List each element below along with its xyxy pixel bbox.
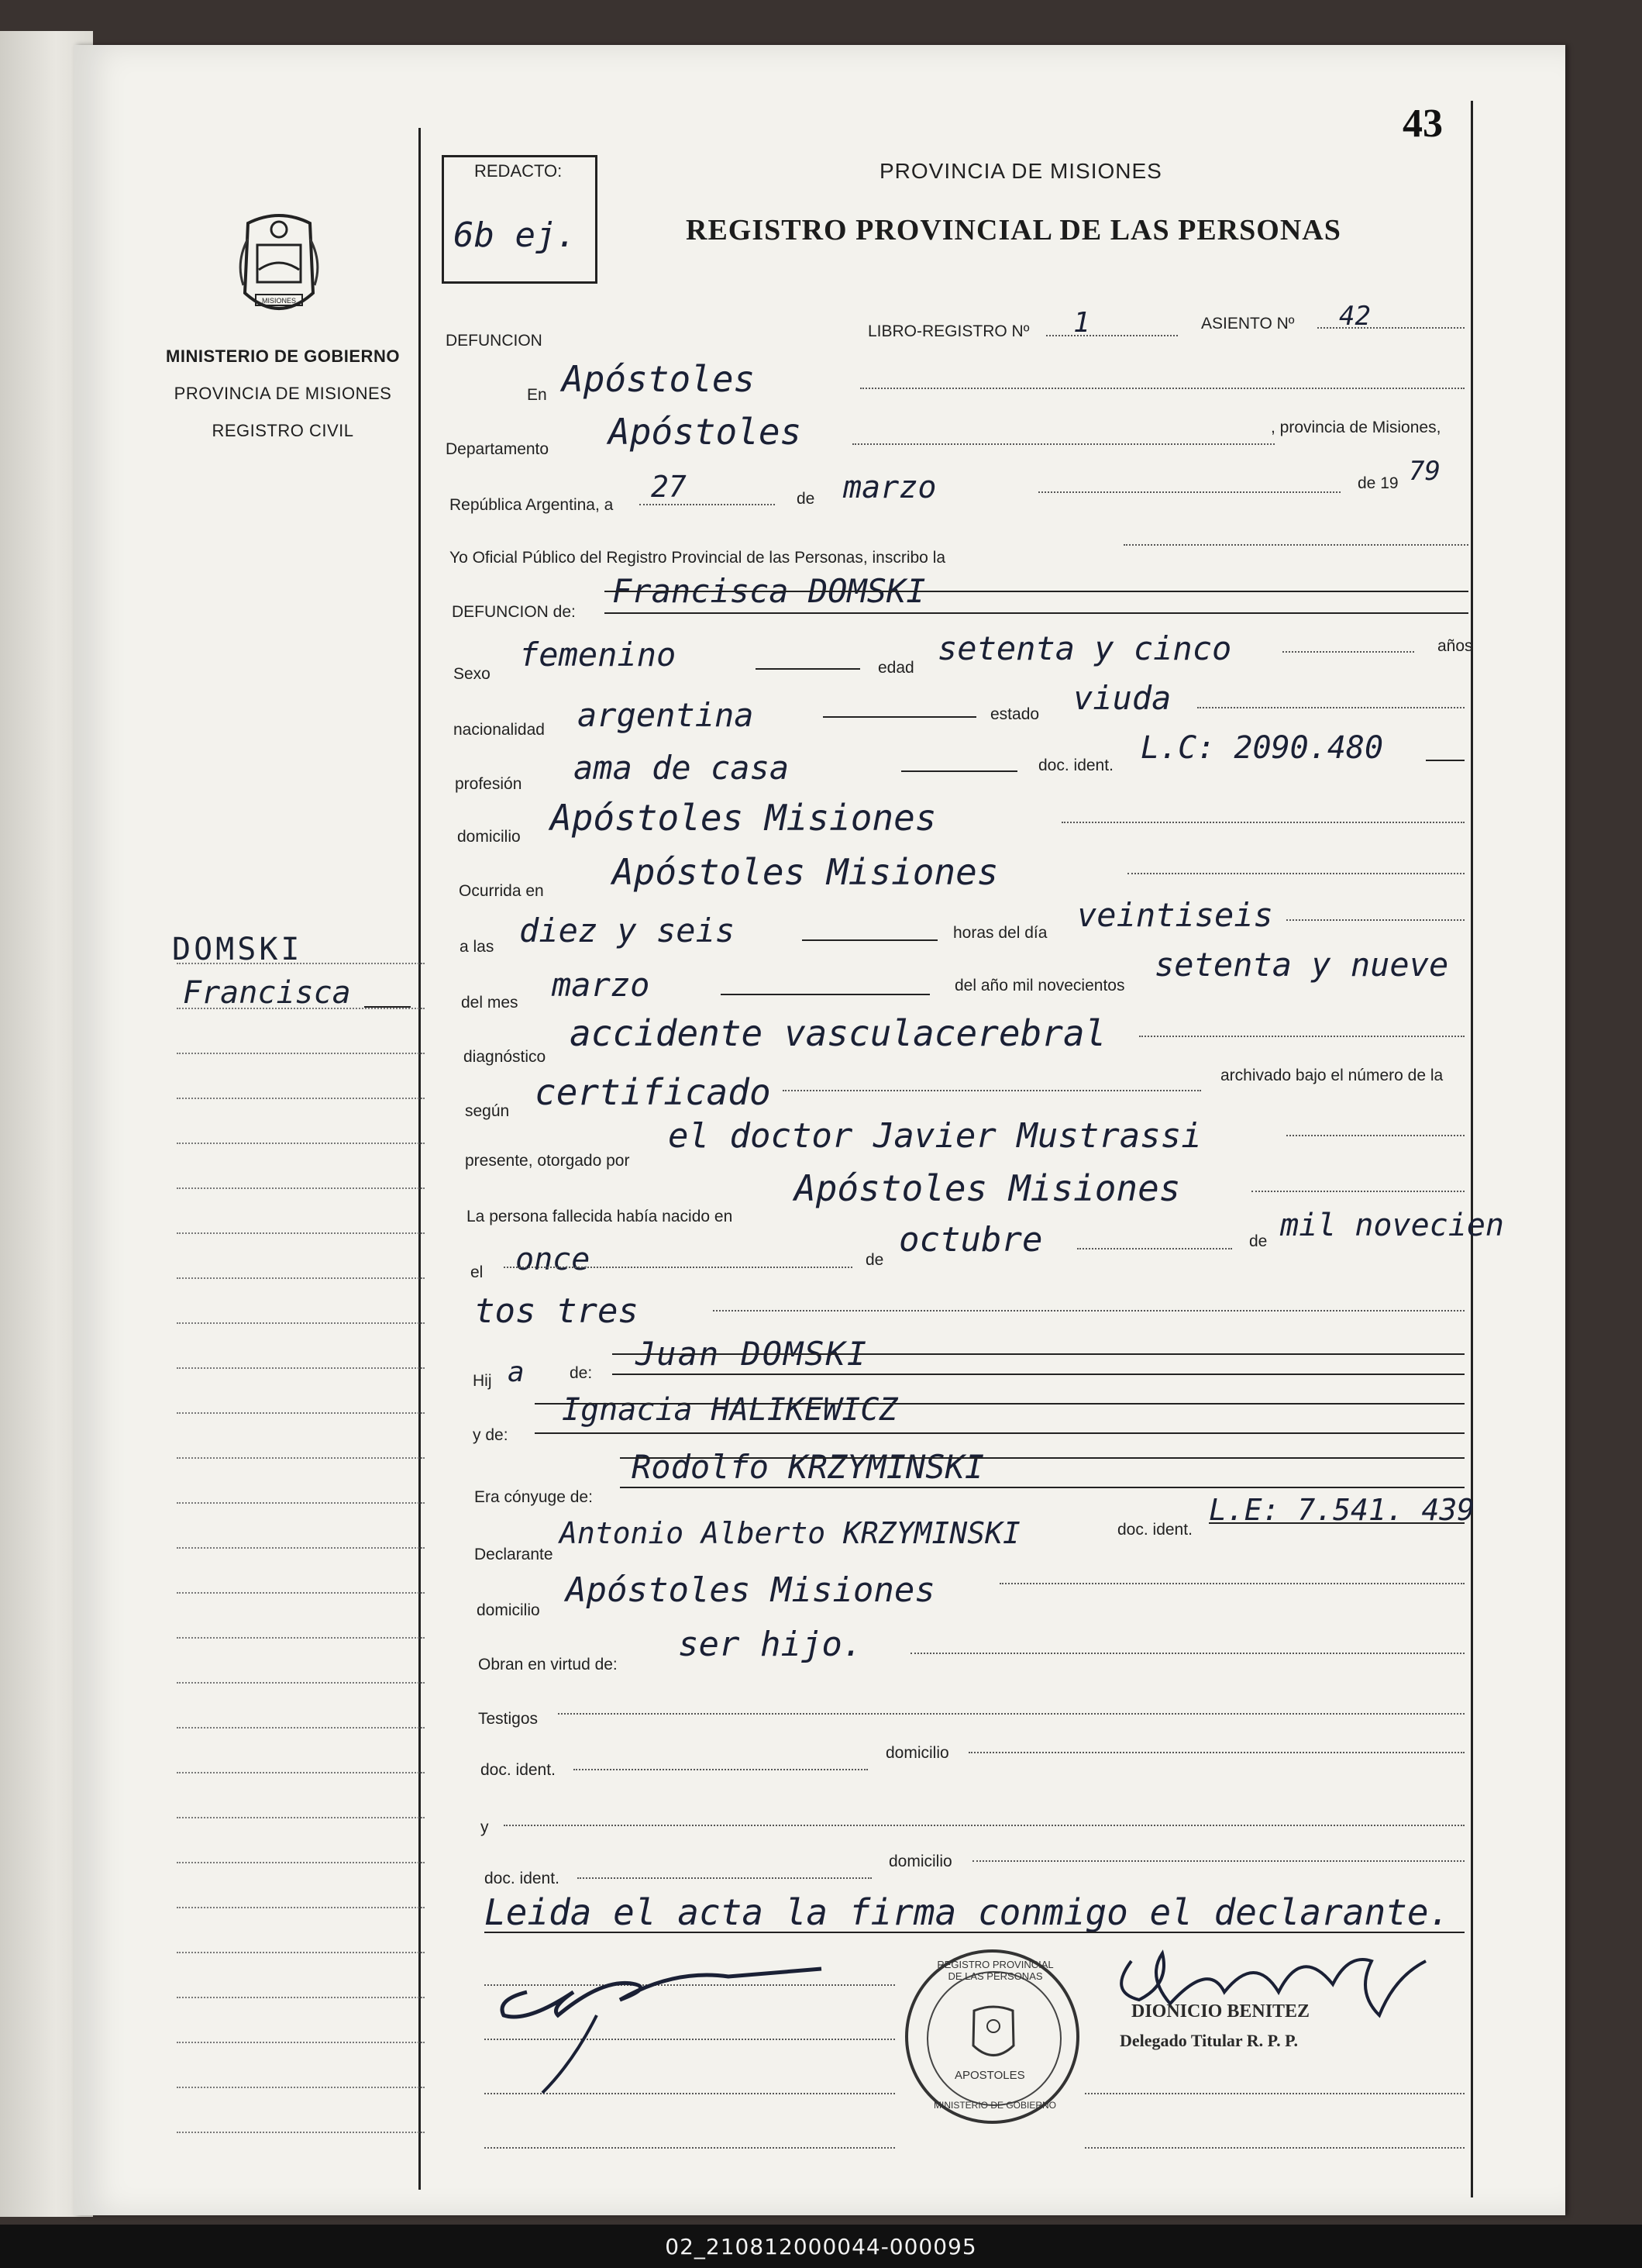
decl-domicilio-label: domicilio [477, 1601, 540, 1619]
delegate-signature-icon [1100, 1930, 1441, 2046]
de3-value: mil novecien [1280, 1208, 1504, 1243]
conyuge-label: Era cónyuge de: [474, 1488, 593, 1506]
continuation-line [713, 1310, 1465, 1312]
redacto-value: 6b ej. [453, 215, 577, 255]
en-value: Apóstoles [562, 358, 756, 400]
t2-dom-label: domicilio [889, 1853, 952, 1870]
t1-doc-label: doc. ident. [480, 1761, 556, 1779]
continuation-value: tos tres [474, 1291, 639, 1331]
crest-text: MISIONES [261, 297, 297, 305]
nacido-label: La persona fallecida había nacido en [466, 1208, 733, 1225]
stamp-ring-text: REGISTRO PROVINCIAL DE LAS PERSONAS [937, 1959, 1054, 1982]
y-label: y [480, 1818, 489, 1836]
t2-doc-line [577, 1877, 872, 1879]
provincial-crest-icon [232, 208, 325, 324]
domicilio-label: domicilio [457, 828, 521, 846]
nacido-value: Apóstoles Misiones [794, 1167, 1181, 1209]
padre-value: Juan DOMSKI [635, 1335, 869, 1373]
header-province: PROVINCIA DE MISIONES [880, 159, 1162, 183]
mes-line [1038, 491, 1341, 493]
margin-dotted-line [177, 1412, 425, 1414]
conyuge-line-2 [620, 1487, 1465, 1488]
ocurrida-value: Apóstoles Misiones [612, 851, 999, 893]
edad-label: edad [878, 659, 914, 677]
sexo-label: Sexo [453, 665, 491, 683]
del-mes-line [721, 994, 930, 995]
madre-line [535, 1403, 1465, 1405]
presente-line [1286, 1135, 1465, 1136]
hij-label: Hij [473, 1372, 492, 1390]
a-las-value: diez y seis [519, 912, 735, 950]
anios-label: años [1437, 637, 1473, 655]
nacionalidad-label: nacionalidad [453, 721, 545, 739]
estado-line [1197, 707, 1465, 708]
margin-dotted-line [177, 1772, 425, 1773]
form-bottom-line-6 [1085, 2147, 1465, 2149]
margin-dotted-line [177, 1817, 425, 1818]
departamento-line [852, 443, 1275, 445]
libro-label: LIBRO-REGISTRO Nº [868, 322, 1030, 340]
profesion-value: ama de casa [573, 749, 790, 787]
y-de-label: y de: [473, 1426, 508, 1444]
del-anio-label: del año mil novecientos [955, 977, 1125, 994]
oficial-text: Yo Oficial Público del Registro Provincial de las Personas, inscribo la [449, 549, 946, 567]
asiento-line [1317, 327, 1465, 329]
de2-label: de [866, 1251, 884, 1269]
margin-dotted-line [177, 1008, 425, 1009]
del-mes-label: del mes [461, 994, 518, 1012]
domicilio-value: Apóstoles Misiones [550, 797, 937, 839]
t1-dom-line [969, 1752, 1465, 1753]
delegate-title: Delegado Titular R. P. P. [1120, 2031, 1299, 2050]
defuncion-de-line-2 [604, 612, 1468, 614]
decl-domicilio-value: Apóstoles Misiones [566, 1570, 935, 1610]
presente-label: presente, otorgado por [465, 1152, 630, 1170]
margin-dotted-line [177, 1367, 425, 1369]
stamp-bottom-text: MINISTERIO DE GOBIERNO [933, 2100, 1056, 2111]
a-las-label: a las [460, 938, 494, 956]
doc-ident-label: doc. ident. [1038, 757, 1114, 774]
asiento-label: ASIENTO Nº [1201, 315, 1295, 333]
t2-doc-label: doc. ident. [484, 1870, 559, 1887]
doc-ident-value: L.C: 2090.480 [1141, 730, 1384, 766]
el-label: el [470, 1263, 484, 1281]
estado-label: estado [990, 705, 1040, 723]
de-padre-label: de: [570, 1364, 593, 1382]
madre-value: Ignacia HALIKEWICZ [562, 1392, 898, 1428]
right-form-border [1471, 101, 1473, 2197]
margin-dotted-line [177, 1187, 425, 1189]
sexo-value: femenino [519, 636, 676, 674]
defuncion-de-value: Francisca DOMSKI [612, 572, 926, 610]
decl-doc-line [1209, 1522, 1465, 1524]
profesion-line [901, 770, 1017, 772]
stamp-inner-text: APOSTOLES [955, 2069, 1025, 2082]
provincia-suffix: , provincia de Misiones, [1271, 419, 1441, 436]
margin-dotted-line [177, 1053, 425, 1054]
t1-doc-line [573, 1769, 868, 1770]
departamento-value: Apóstoles [608, 411, 802, 453]
side-province: PROVINCIA DE MISIONES [174, 384, 392, 403]
nacionalidad-line [823, 716, 976, 718]
side-ministry: MINISTERIO DE GOBIERNO [166, 346, 400, 366]
de3-label: de [1249, 1232, 1268, 1250]
margin-dotted-line [177, 1322, 425, 1324]
conyuge-value: Rodolfo KRZYMINSKI [632, 1448, 985, 1486]
ocurrida-label: Ocurrida en [459, 882, 544, 900]
margin-dotted-line [177, 1997, 425, 1998]
defuncion-de-label: DEFUNCION de: [452, 603, 576, 621]
diagnostico-line [1139, 1036, 1465, 1037]
diagnostico-label: diagnóstico [463, 1048, 546, 1066]
libro-line [1046, 335, 1178, 336]
dia-value: 27 [651, 470, 687, 504]
dia-line [639, 504, 775, 505]
margin-dotted-line [177, 1907, 425, 1908]
anio-prefix: de 19 [1358, 474, 1399, 492]
form-type-label: DEFUNCION [446, 332, 542, 350]
el-line [504, 1267, 852, 1268]
padre-line-2 [612, 1374, 1465, 1375]
margin-dotted-line [177, 1232, 425, 1234]
estado-value: viuda [1073, 679, 1172, 717]
t2-dom-line [972, 1860, 1465, 1862]
margin-dotted-line [177, 1547, 425, 1549]
page-number: 43 [1403, 102, 1443, 146]
declarante-value: Antonio Alberto KRZYMINSKI [559, 1516, 1021, 1550]
diagnostico-value: accidente vasculacerebral [570, 1012, 1107, 1054]
testigos-label: Testigos [478, 1710, 539, 1728]
decl-domicilio-line [1000, 1583, 1465, 1584]
nacionalidad-value: argentina [577, 696, 754, 734]
domicilio-line [1062, 822, 1465, 823]
horas-value: veintiseis [1077, 896, 1273, 934]
y-line [504, 1825, 1465, 1826]
segun-line [783, 1090, 1201, 1091]
mes-value: marzo [843, 470, 937, 505]
delegate-name: DIONICIO BENITEZ [1131, 2001, 1310, 2022]
margin-dotted-line [177, 963, 425, 964]
defuncion-de-line [604, 591, 1468, 592]
form-bottom-line-5 [1085, 2093, 1465, 2094]
margin-given-name: Francisca [183, 975, 351, 1011]
margin-dotted-line [177, 1277, 425, 1279]
en-line [860, 388, 1465, 389]
declarante-label: Declarante [474, 1546, 553, 1563]
el-value: once [515, 1242, 590, 1277]
left-form-border [418, 128, 421, 2190]
margin-dotted-line [177, 1862, 425, 1863]
presente-value: el doctor Javier Mustrassi [668, 1116, 1202, 1156]
hij-suffix: a [508, 1356, 525, 1388]
ocurrida-line [1127, 873, 1465, 874]
obran-value: ser hijo. [678, 1625, 863, 1664]
segun-value: certificado [535, 1071, 771, 1113]
de2-value: octubre [899, 1220, 1043, 1260]
doc-ident-line [1426, 760, 1465, 761]
margin-dotted-line [177, 1637, 425, 1639]
decl-doc-value: L.E: 7.541. 439 [1209, 1493, 1475, 1527]
margin-dotted-line [177, 1457, 425, 1459]
departamento-label: Departamento [446, 440, 549, 458]
margin-dotted-line [177, 1592, 425, 1594]
declarant-signature-icon [480, 1930, 852, 2116]
archivado-label: archivado bajo el número de la [1220, 1067, 1444, 1084]
margin-dotted-line [177, 2042, 425, 2043]
anio-value: 79 [1409, 456, 1441, 487]
margin-surname: DOMSKI [172, 932, 303, 967]
republica-label: República Argentina, a [449, 496, 614, 514]
en-label: En [527, 386, 547, 404]
image-id-footer: 02_210812000044-000095 [0, 2225, 1642, 2268]
nacido-line [1251, 1191, 1465, 1192]
obran-label: Obran en virtud de: [478, 1656, 618, 1673]
profesion-label: profesión [455, 775, 522, 793]
obran-line [911, 1653, 1465, 1654]
oficial-line [1124, 544, 1468, 546]
testigos-line [558, 1713, 1465, 1715]
side-registry: REGISTRO CIVIL [212, 421, 354, 440]
decl-doc-label: doc. ident. [1117, 1521, 1193, 1539]
conyuge-line [620, 1457, 1465, 1459]
margin-dotted-line [177, 2132, 425, 2133]
edad-value: setenta y cinco [938, 629, 1232, 667]
del-mes-value: marzo [552, 966, 650, 1004]
margin-dotted-line [177, 1952, 425, 1953]
t1-dom-label: domicilio [886, 1744, 949, 1762]
margin-dotted-line [177, 1502, 425, 1504]
horas-line [1286, 919, 1465, 921]
libro-value: 1 [1073, 307, 1090, 339]
asiento-value: 42 [1339, 301, 1371, 332]
madre-line-2 [535, 1432, 1465, 1434]
segun-label: según [465, 1102, 510, 1120]
closing-text: Leida el acta la firma conmigo el declarante. [484, 1891, 1451, 1933]
horas-label: horas del día [953, 924, 1048, 942]
edad-line [1282, 651, 1414, 653]
official-stamp [905, 1949, 1079, 2124]
header-registry-title: REGISTRO PROVINCIAL DE LAS PERSONAS [686, 214, 1341, 246]
stamp-crest-icon [962, 2003, 1024, 2065]
a-las-line [802, 939, 938, 941]
margin-dotted-line [177, 1143, 425, 1144]
redacto-label: REDACTO: [474, 161, 563, 181]
margin-dotted-line [177, 1727, 425, 1729]
padre-line [612, 1353, 1465, 1355]
de-label: de [797, 490, 815, 508]
margin-dotted-line [177, 1098, 425, 1099]
de2-line [1077, 1248, 1232, 1249]
sexo-line [756, 668, 860, 670]
margin-dotted-line [177, 1682, 425, 1684]
form-bottom-line-4 [484, 2147, 895, 2149]
del-anio-value: setenta y nueve [1155, 946, 1449, 984]
margin-dotted-line [177, 2087, 425, 2088]
